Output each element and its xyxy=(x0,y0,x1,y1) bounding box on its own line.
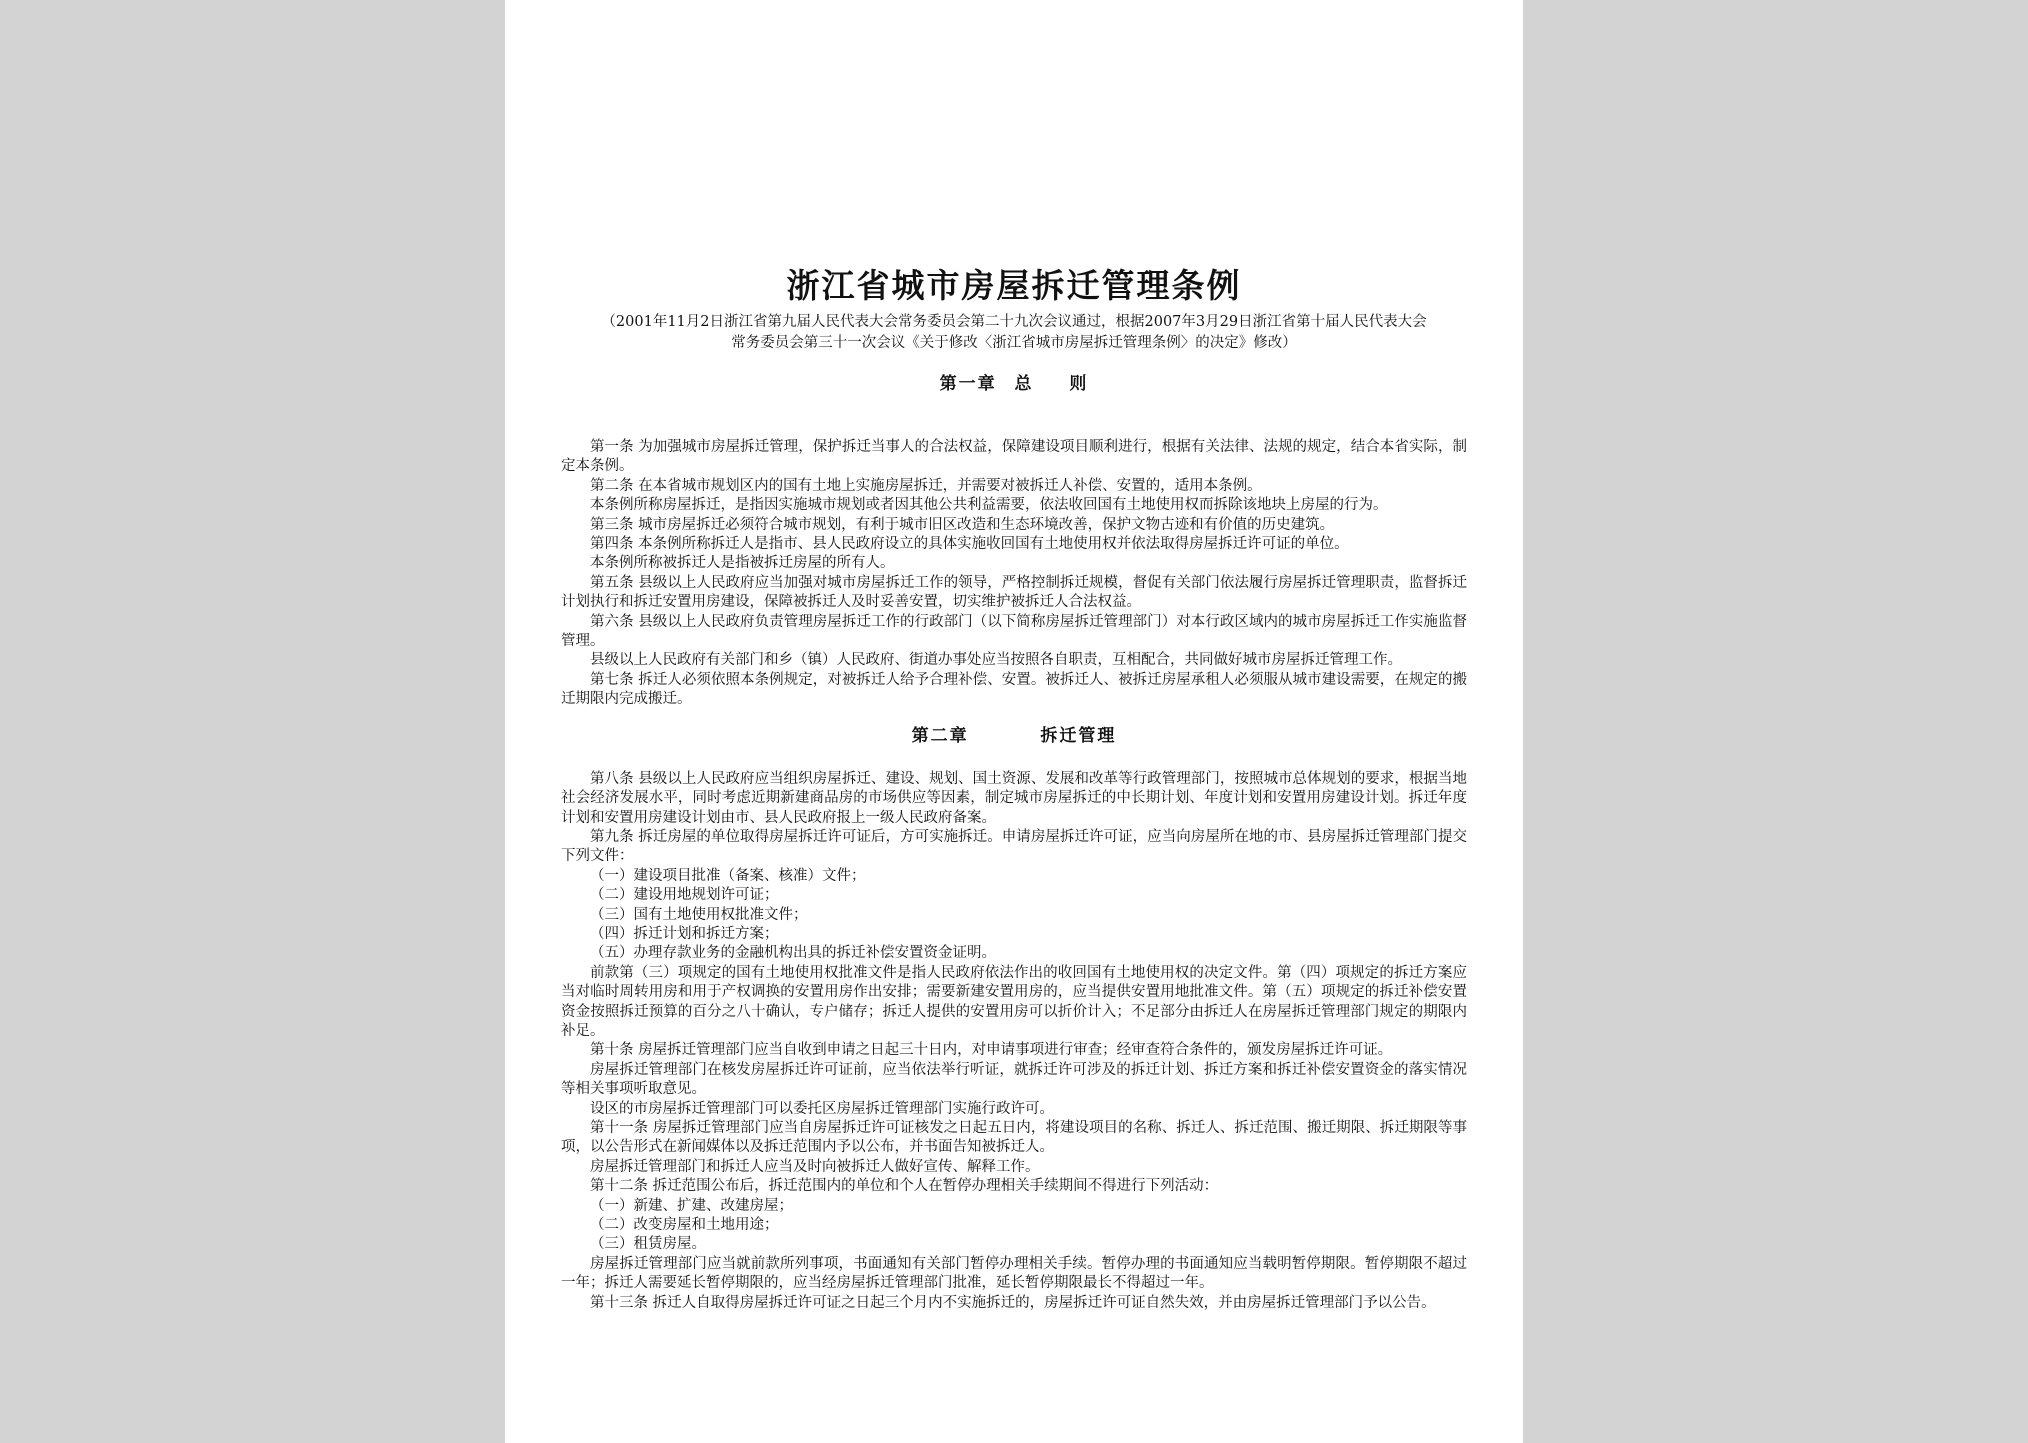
article-7: 第七条 拆迁人必须依照本条例规定，对被拆迁人给予合理补偿、安置。被拆迁人、被拆迁房屋承租人必须服从城市建设需要，在规定的搬迁期限内完成搬迁。 xyxy=(561,671,1467,708)
article-2-paragraph-2: 本条例所称房屋拆迁，是指因实施城市规划或者因其他公共利益需要，依法收回国有土地使用权而拆除该地块上房屋的行为。 xyxy=(590,497,1388,514)
article-6: 第六条 县级以上人民政府负责管理房屋拆迁工作的行政部门（以下简称房屋拆迁管理部门）对本行政区域内的城市房屋拆迁工作实施监督管理。 xyxy=(561,613,1467,650)
list-item: （一）新建、扩建、改建房屋； xyxy=(590,1197,793,1214)
article-1: 第一条 为加强城市房屋拆迁管理，保护拆迁当事人的合法权益，保障建设项目顺利进行，根据有关法律、法规的规定，结合本省实际，制定本条例。 xyxy=(561,439,1467,475)
subtitle-line: 常务委员会第三十一次会议《关于修改〈浙江省城市房屋拆迁管理条例〉的决定》修改） xyxy=(731,335,1297,351)
article-13: 第十三条 拆迁人自取得房屋拆迁许可证之日起三个月内不实施拆迁的，房屋拆迁许可证自然失效，并由房屋拆迁管理部门予以公告。 xyxy=(590,1294,1436,1311)
list-item: （五）办理存款业务的金融机构出具的拆迁补偿安置资金证明。 xyxy=(590,945,996,962)
article-4: 第四条 本条例所称拆迁人是指市、县人民政府设立的具体实施收回国有土地使用权并依法取得房屋拆迁许可证的单位。 xyxy=(590,536,1349,553)
chapter-2-body xyxy=(561,770,1467,1313)
article-6-paragraph-2: 县级以上人民政府有关部门和乡（镇）人民政府、街道办事处应当按照各自职责，互相配合，共同做好城市房屋拆迁管理工作。 xyxy=(590,652,1402,669)
article-4-paragraph-2: 本条例所称被拆迁人是指被拆迁房屋的所有人。 xyxy=(590,555,895,572)
article-5: 第五条 县级以上人民政府应当加强对城市房屋拆迁工作的领导，严格控制拆迁规模，督促有关部门依法履行房屋拆迁管理职责，监督拆迁计划执行和拆迁安置用房建设，保障被拆迁人及时妥善安置，切实维护被拆迁人合法权益。 xyxy=(561,574,1467,611)
article-11: 第十一条 房屋拆迁管理部门应当自房屋拆迁许可证核发之日起五日内，将建设项目的名称、拆迁人、拆迁范围、搬迁期限、拆迁期限等事项，以公告形式在新闻媒体以及拆迁范围内予以公布，并书面告知被拆迁人。 xyxy=(561,1120,1467,1156)
article-2: 第二条 在本省城市规划区内的国有土地上实施房屋拆迁，并需要对被拆迁人补偿、安置的，适用本条例。 xyxy=(590,477,1262,494)
article-11-paragraph-2: 房屋拆迁管理部门和拆迁人应当及时向被拆迁人做好宣传、解释工作。 xyxy=(590,1158,1040,1175)
chapter-heading-1: 第一章 总 则 xyxy=(939,374,1089,394)
chapter-1-body xyxy=(561,438,1467,710)
document-title: 浙江省城市房屋拆迁管理条例 xyxy=(786,266,1242,305)
article-10-paragraph-2: 房屋拆迁管理部门在核发房屋拆迁许可证前，应当依法举行听证，就拆迁许可涉及的拆迁计划、拆迁方案和拆迁补偿安置资金的落实情况等相关事项听取意见。 xyxy=(561,1061,1467,1098)
list-item: （三）租赁房屋。 xyxy=(590,1236,706,1253)
list-item: （三）国有土地使用权批准文件； xyxy=(590,906,808,923)
article-3: 第三条 城市房屋拆迁必须符合城市规划，有利于城市旧区改造和生态环境改善，保护文物古迹和有价值的历史建筑。 xyxy=(590,516,1335,533)
list-item: （一）建设项目批准（备案、核准）文件； xyxy=(590,867,866,884)
article-12-paragraph-2: 房屋拆迁管理部门应当就前款所列事项，书面通知有关部门暂停办理相关手续。暂停办理的书面通知应当载明暂停期限。暂停期限不超过一年；拆迁人需要延长暂停期限的，应当经房屋拆迁管理部门批准，延长暂停期限最长不得超过一年。 xyxy=(561,1255,1467,1292)
article-10-paragraph-3: 设区的市房屋拆迁管理部门可以委托区房屋拆迁管理部门实施行政许可。 xyxy=(590,1100,1054,1117)
subtitle-line: （2001年11月2日浙江省第九届人民代表大会常务委员会第二十九次会议通过，根据2007年3月29日浙江省第十届人民代表大会 xyxy=(601,314,1427,330)
article-10: 第十条 房屋拆迁管理部门应当自收到申请之日起三十日内，对申请事项进行审查；经审查符合条件的，颁发房屋拆迁许可证。 xyxy=(590,1042,1393,1059)
chapter-heading-2: 第二章 拆迁管理 xyxy=(911,725,1117,746)
article-9: 第九条 拆迁房屋的单位取得房屋拆迁许可证后，方可实施拆迁。申请房屋拆迁许可证，应当向房屋所在地的市、县房屋拆迁管理部门提交下列文件： xyxy=(561,828,1467,865)
document-page xyxy=(505,0,1523,1443)
article-9-paragraph-2: 前款第（三）项规定的国有土地使用权批准文件是指人民政府依法作出的收回国有土地使用权的决定文件。第（四）项规定的拆迁方案应当对临时周转用房和用于产权调换的安置用房作出安排；需要新建安置用房的，应当提供安置用地批准文件。第（五）项规定的拆迁补偿安置资金按照拆迁预算的百分之八十确认，专户储存；拆迁人提供的安置用房可以折价计入；不足部分由拆迁人在房屋拆迁管理部门规定的期限内补足。 xyxy=(561,964,1467,1039)
list-item: （二）建设用地规划许可证； xyxy=(590,887,779,904)
article-8: 第八条 县级以上人民政府应当组织房屋拆迁、建设、规划、国土资源、发展和改革等行政管理部门，按照城市总体规划的要求，根据当地社会经济发展水平，同时考虑近期新建商品房的市场供应等因素，制定城市房屋拆迁的中长期计划、年度计划和安置用房建设计划。拆迁年度计划和安置用房建设计划由市、县人民政府报上一级人民政府备案。 xyxy=(561,770,1467,826)
document-subtitle xyxy=(561,312,1467,354)
article-12: 第十二条 拆迁范围公布后，拆迁范围内的单位和个人在暂停办理相关手续期间不得进行下列活动： xyxy=(590,1178,1219,1195)
list-item: （四）拆迁计划和拆迁方案； xyxy=(590,925,779,942)
list-item: （二）改变房屋和土地用途； xyxy=(590,1217,779,1234)
